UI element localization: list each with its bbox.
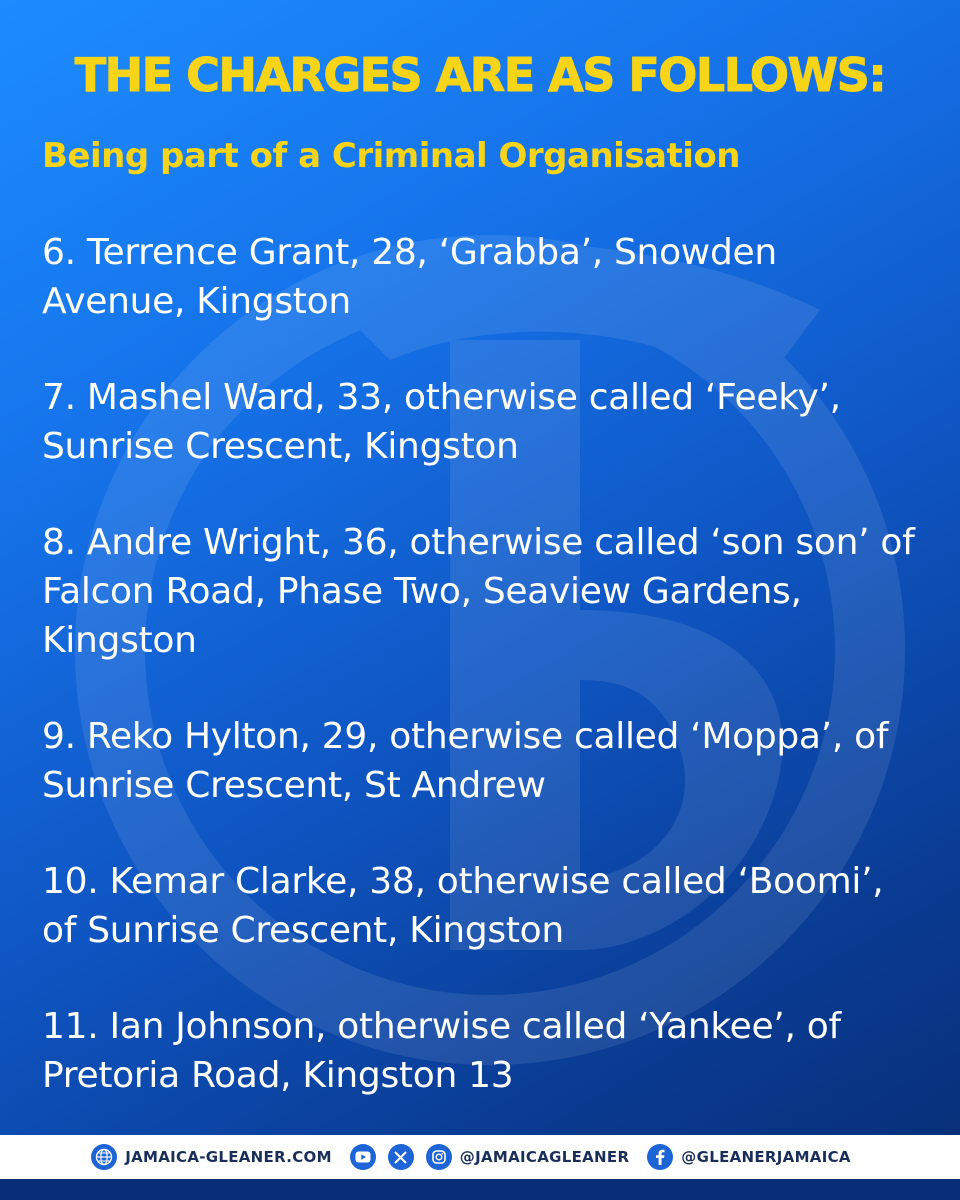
charge-item-11: 11. Ian Johnson, otherwise called ‘Yankee’, of Pretoria Road, Kingston 13 [42,1006,841,1096]
charge-item-9: 9. Reko Hylton, 29, otherwise called ‘Moppa’, of Sunrise Crescent, St Andrew [42,716,889,806]
charge-item-10: 10. Kemar Clarke, 38, otherwise called ‘Boomi’, of Sunrise Crescent, Kingston [42,861,884,951]
charges-list [42,228,922,1147]
charge-category: Being part of a Criminal Organisation [42,136,740,176]
instagram-icon[interactable] [426,1144,452,1170]
instagram-handle[interactable]: @JAMAICAGLEANER [459,1148,630,1166]
facebook-handle[interactable]: @GLEANERJAMAICA [681,1148,851,1166]
youtube-icon[interactable] [350,1144,376,1170]
charge-item-8: 8. Andre Wright, 36, otherwise called ‘son son’ of Falcon Road, Phase Two, Seaview Gardens, Kingston [42,522,915,661]
facebook-icon[interactable] [647,1144,673,1170]
x-icon[interactable] [388,1144,414,1170]
headline: THE CHARGES ARE AS FOLLOWS: [74,48,886,102]
bottom-band [0,1179,960,1200]
website-link[interactable]: JAMAICA-GLEANER.COM [125,1148,332,1166]
charge-item-6: 6. Terrence Grant, 28, ‘Grabba’, Snowden Avenue, Kingston [42,232,777,322]
globe-icon [91,1144,117,1170]
charge-item-7: 7. Mashel Ward, 33, otherwise called ‘Feeky’, Sunrise Crescent, Kingston [42,377,841,467]
social-footer [0,1135,960,1179]
